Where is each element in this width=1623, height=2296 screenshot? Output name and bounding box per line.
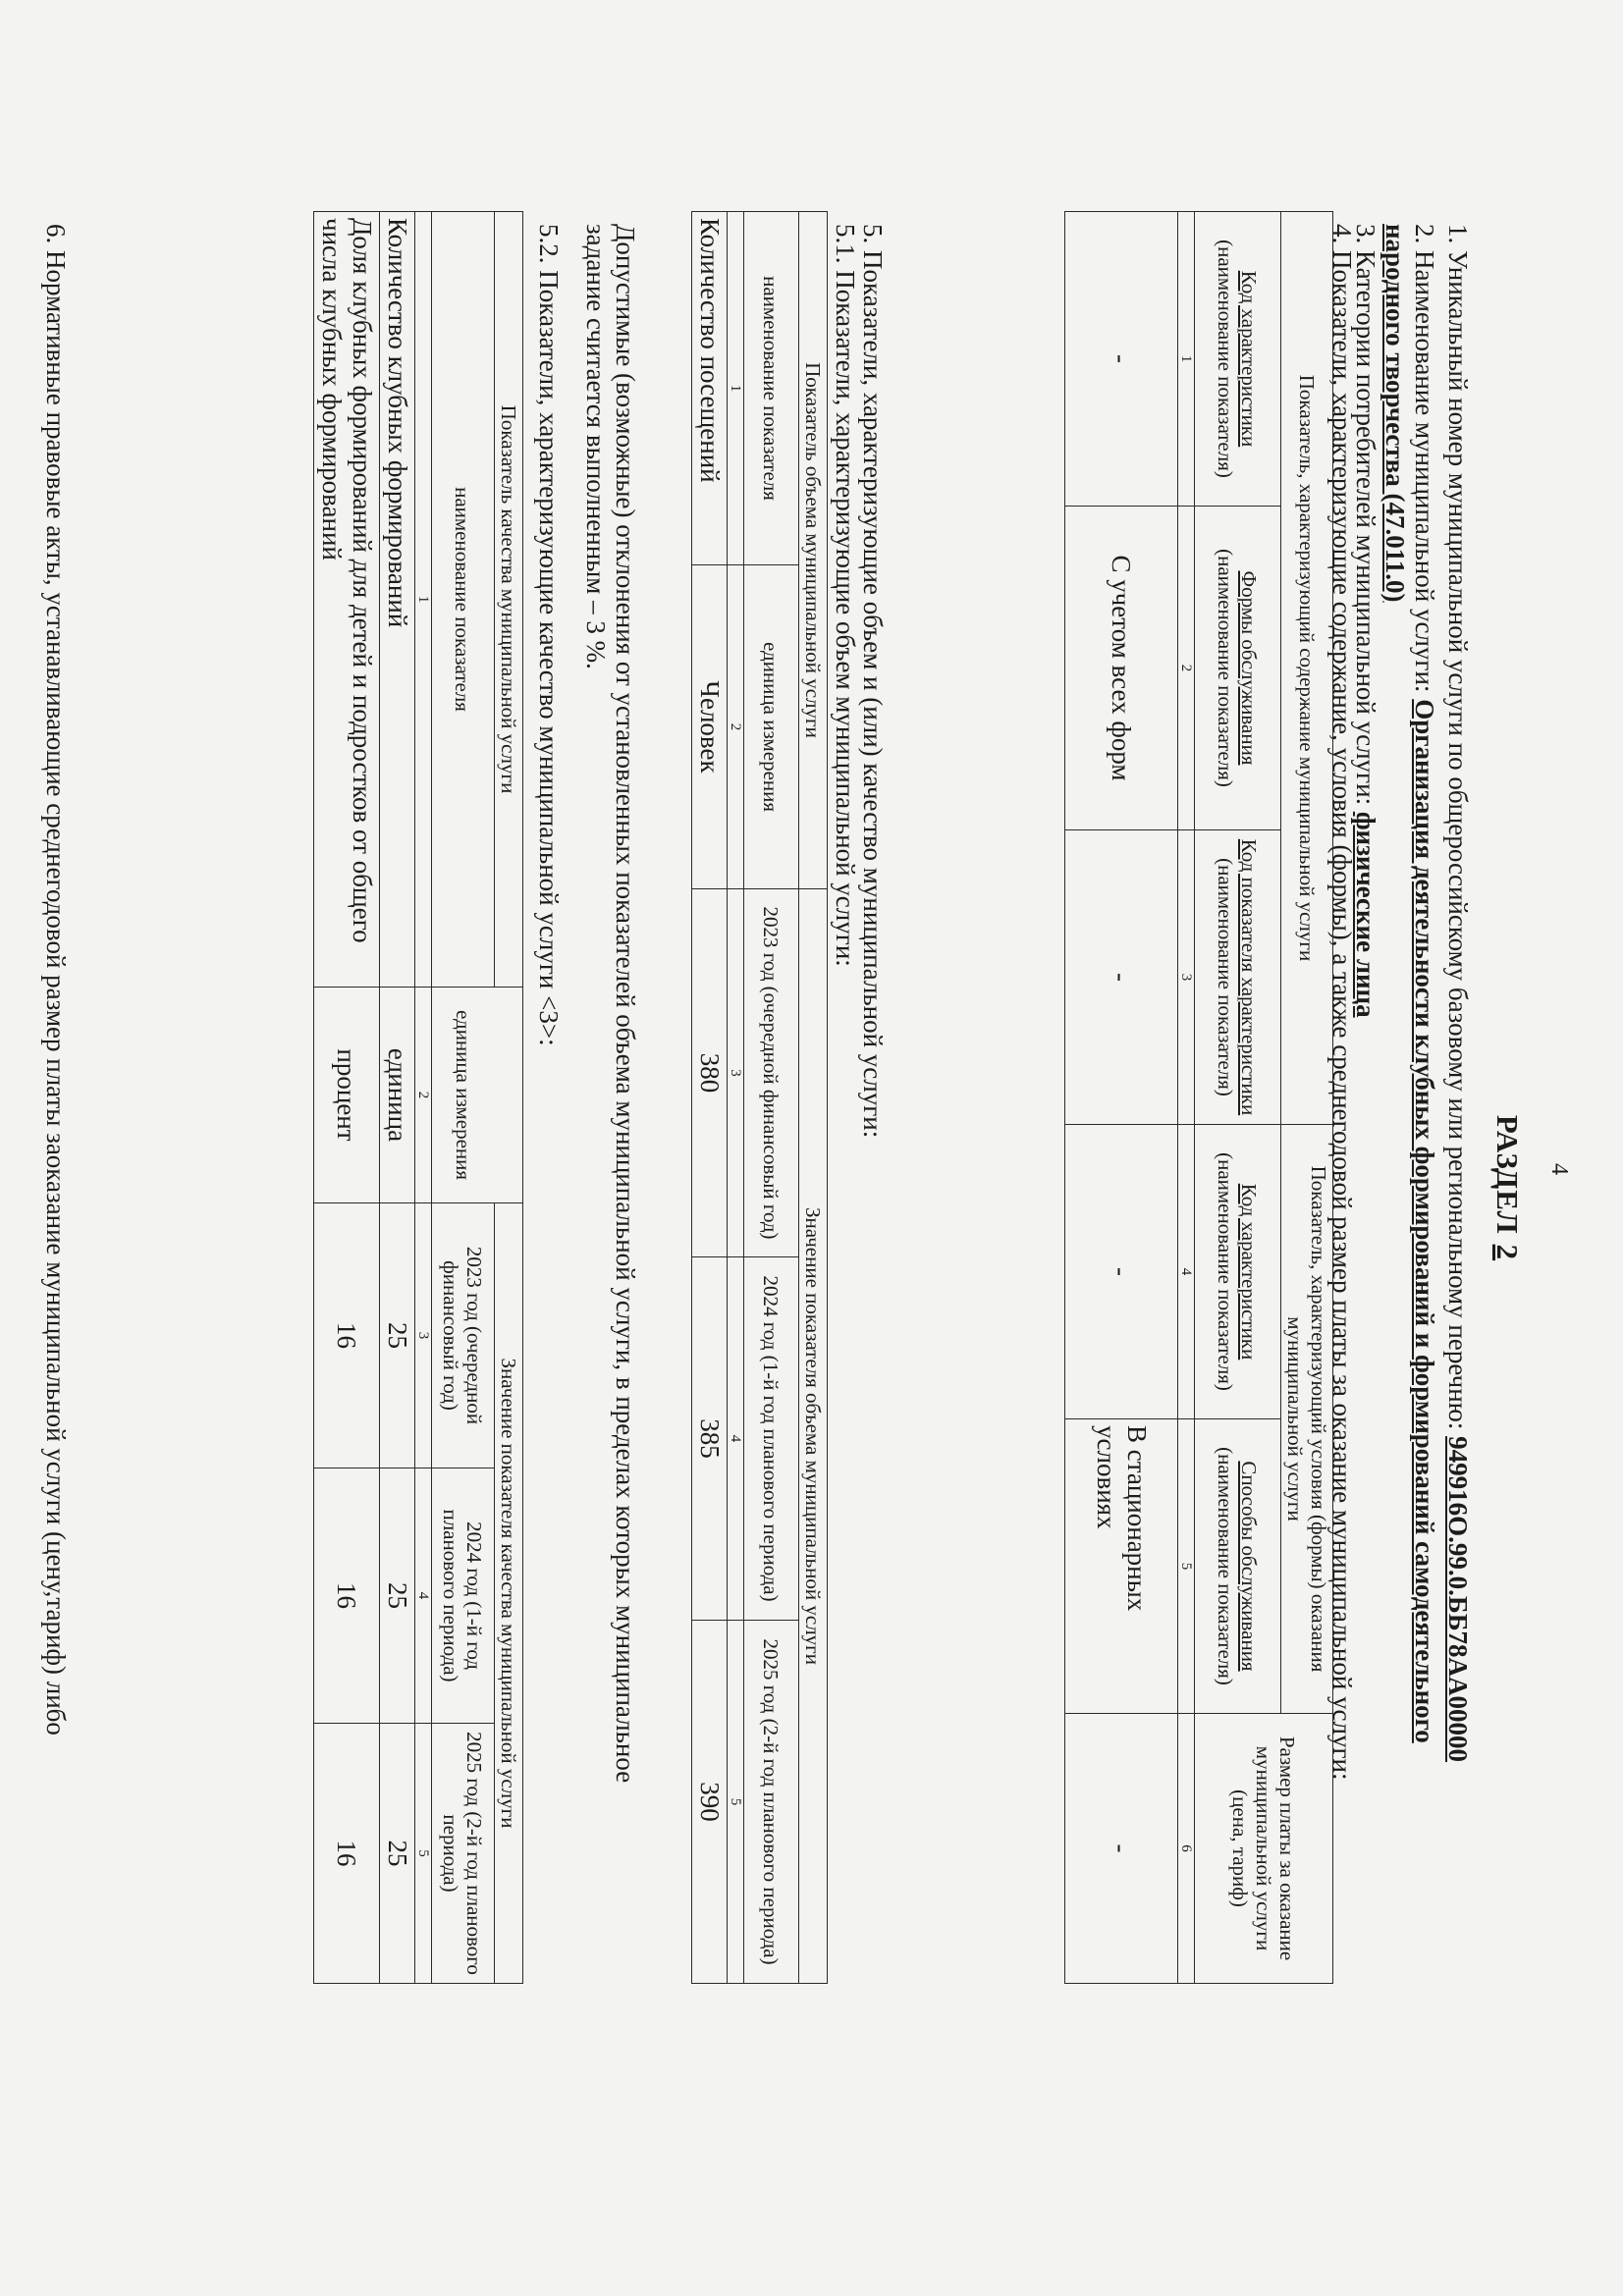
unique-number-code: 949916О.99.0.ББ78АА00000 — [1443, 1436, 1473, 1763]
group-header-quality-value: Значение показателя качества муниципальной услуги — [494, 1203, 522, 1984]
table-cell: 16 — [313, 1724, 379, 1984]
content-conditions-table — [1064, 211, 1333, 1984]
table-cell: 16 — [313, 1468, 379, 1724]
table-cell: Количество клубных формирований — [379, 212, 414, 988]
table-cell: Количество посещений — [691, 212, 727, 565]
section-heading — [1489, 982, 1525, 1394]
header-characteristic-code: Код характеристики (наименование показателя) — [1194, 212, 1280, 507]
line-service-name — [1409, 224, 1440, 1981]
table-cell: 16 — [313, 1203, 379, 1468]
table-cell: 25 — [379, 1724, 414, 1984]
column-number: 1 — [1177, 212, 1194, 507]
column-number: 1 — [414, 212, 431, 988]
column-number: 2 — [1177, 507, 1194, 830]
column-number: 6 — [1177, 1714, 1194, 1984]
quality-indicators-table — [313, 211, 523, 1984]
header-year-2025: 2025 год (2-й год планового периода) — [431, 1724, 494, 1984]
table-cell: процент — [313, 988, 379, 1203]
table-cell: Человек — [691, 565, 727, 889]
page-number: 4 — [1546, 1163, 1572, 1175]
group-header-quality-indicator: Показатель качества муниципальной услуги — [494, 212, 522, 988]
table-cell: единица — [379, 988, 414, 1203]
table-cell: 380 — [691, 889, 727, 1257]
header-year-2024: 2024 год (1-й год планового периода) — [743, 1257, 798, 1621]
table-cell: - — [1064, 212, 1177, 507]
column-number: 1 — [727, 212, 743, 565]
table-cell: 390 — [691, 1621, 727, 1984]
column-number: 5 — [414, 1724, 431, 1984]
line-deviation-cont: задание считается выполненным – 3 %. — [581, 224, 611, 669]
line-quality-indicators: 5.2. Показатели, характеризующие качество муниципальной услуги <3>: — [534, 224, 564, 1046]
header-service-forms: Формы обслуживания (наименование показателя) — [1194, 507, 1280, 830]
service-name-label: 2. Наименование муниципальной услуги: — [1410, 224, 1439, 700]
column-number: 4 — [414, 1468, 431, 1724]
column-number: 2 — [414, 988, 431, 1203]
column-number: 2 — [727, 565, 743, 889]
line-service-name-cont — [1380, 224, 1411, 1981]
column-number: 5 — [1177, 1419, 1194, 1714]
table-cell: 385 — [691, 1257, 727, 1621]
line-normative-acts: 6. Нормативные правовые акты, устанавливающие среднегодовой размер платы заоказание муниципальной услуги (цену,тариф) либо — [41, 224, 71, 1735]
header-year-2023: 2023 год (очередной финансовый год) — [431, 1203, 494, 1468]
column-number: 3 — [414, 1203, 431, 1468]
group-header-conditions: Показатель, характеризующий условия (формы) оказания муниципальной услуги — [1280, 1125, 1332, 1714]
header-unit: единица измерения — [743, 565, 798, 889]
table-cell: Доля клубных формирований для детей и подростков от общего числа клубных формирований — [313, 212, 379, 988]
service-name-value-1: Организация деятельности клубных формирований и формирований самодеятельного — [1410, 699, 1439, 1743]
table-cell: - — [1064, 1125, 1177, 1419]
table-row — [379, 212, 414, 1984]
group-header-content: Показатель, характеризующий содержание муниципальной услуги — [1280, 212, 1332, 1125]
column-number: 3 — [727, 889, 743, 1257]
table-cell: 25 — [379, 1468, 414, 1724]
table-cell: - — [1064, 1714, 1177, 1984]
empty-cell — [494, 988, 522, 1203]
table-cell: В стационарных условиях — [1064, 1419, 1177, 1714]
header-fee: Размер платы за оказание муниципальной услуги (цена, тариф) — [1194, 1714, 1332, 1984]
section-label: РАЗДЕЛ — [1490, 1114, 1525, 1235]
consumers-label: 3. Категории потребителей муниципальной услуги: — [1351, 224, 1380, 812]
column-number: 4 — [1177, 1125, 1194, 1419]
volume-indicators-table — [691, 211, 828, 1984]
table-cell: 25 — [379, 1203, 414, 1468]
header-characteristic-code-2: Код характеристики (наименование показателя) — [1194, 1125, 1280, 1419]
column-number: 5 — [727, 1621, 743, 1984]
line-deviation: Допустимые (возможные) отклонения от установленных показателей объема муниципальной услуги, в пределах которых муниципальное — [611, 224, 640, 1784]
consumers-value: физические лица — [1351, 811, 1380, 1018]
header-service-methods: Способы обслуживания (наименование показателя) — [1194, 1419, 1280, 1714]
header-indicator-name: наименование показателя — [743, 212, 798, 565]
column-number: 3 — [1177, 830, 1194, 1125]
table-cell: С учетом всех форм — [1064, 507, 1177, 830]
header-year-2023: 2023 год (очередной финансовый год) — [743, 889, 798, 1257]
column-number: 4 — [727, 1257, 743, 1621]
header-indicator-code: Код показателя характеристики (наименование показателя) — [1194, 830, 1280, 1125]
header-year-2025: 2025 год (2-й год планового периода) — [743, 1621, 798, 1984]
header-year-2024: 2024 год (1-й год планового периода) — [431, 1468, 494, 1724]
group-header-volume-indicator: Показатель объема муниципальной услуги — [798, 212, 827, 889]
service-name-value-2: народного творчества (47.011.0) — [1380, 224, 1410, 603]
header-indicator-name: наименование показателя — [431, 212, 494, 988]
section-number: 2 — [1490, 1244, 1525, 1261]
header-unit: единица измерения — [431, 988, 494, 1203]
line-volume-indicators: 5.1. Показатели, характеризующие объем муниципальной услуги: — [831, 224, 860, 967]
group-header-volume-value: Значение показателя объема муниципальной услуги — [798, 889, 827, 1984]
unique-number-label: 1. Уникальный номер муниципальной услуги по общероссийскому базовому или региональному перечню: — [1443, 224, 1473, 1437]
table-row — [313, 212, 379, 1984]
table-cell: - — [1064, 830, 1177, 1125]
line-unique-number — [1442, 224, 1474, 1981]
line-volume-quality: 5. Показатели, характеризующие объем и (или) качество муниципальной услуги: — [858, 224, 888, 1139]
line-indicators-content: 4. Показатели, характеризующие содержание, условия (формы), а также среднегодовой размер платы за оказание муниципальной услуги: — [1327, 224, 1357, 1781]
